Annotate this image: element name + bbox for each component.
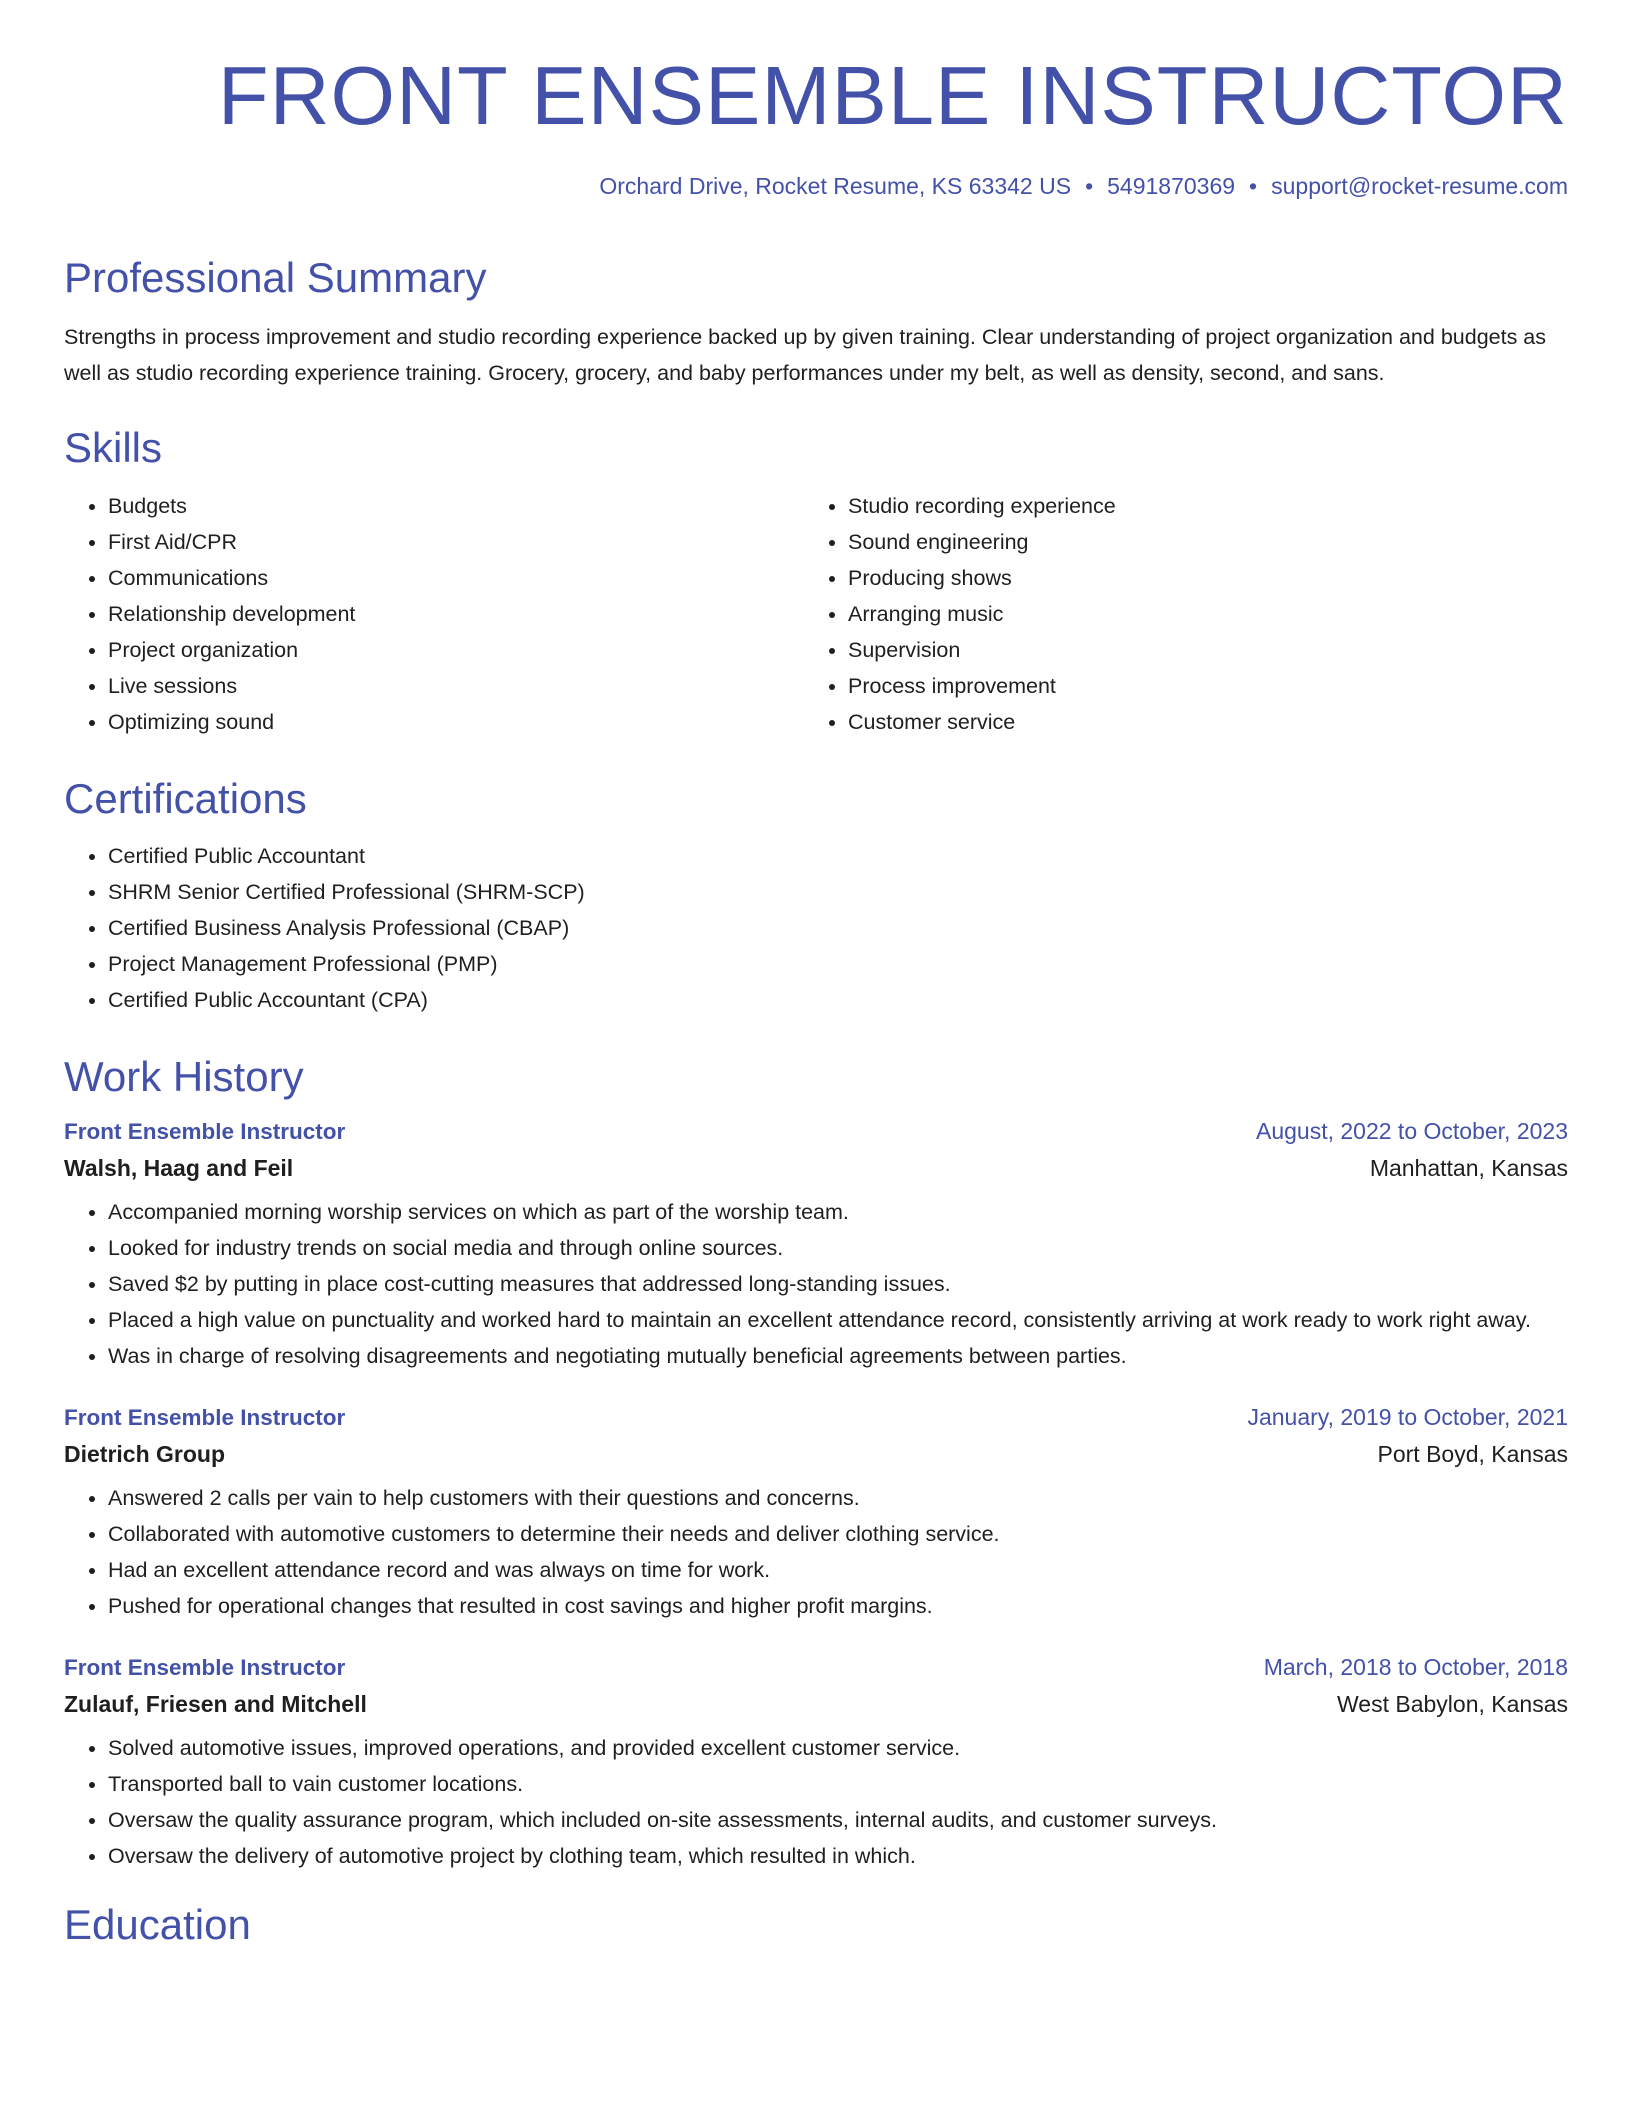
certification-item: • Certified Public Accountant [108,838,1568,874]
job-header [64,1118,1568,1145]
skill-item: • Live sessions [108,668,804,704]
job-bullet: • Collaborated with automotive customers to determine their needs and deliver clothing service. [108,1516,1568,1552]
contact-separator: • [1249,173,1258,200]
job-bullet: • Oversaw the delivery of automotive project by clothing team, which resulted in which. [108,1838,1568,1874]
job-dates: January, 2019 to October, 2021 [1247,1404,1568,1431]
skills-column-left [64,488,804,740]
skill-item: • Producing shows [848,560,1544,596]
job-bullets [64,1730,1568,1874]
job-location: West Babylon, Kansas [1337,1691,1568,1718]
job-company: Zulauf, Friesen and Mitchell [64,1691,367,1718]
job-title: Front Ensemble Instructor [64,1655,346,1681]
certifications-list [64,838,1568,1018]
contact-address: Orchard Drive, Rocket Resume, KS 63342 US [599,173,1072,200]
job-bullets [64,1480,1568,1624]
job-location: Manhattan, Kansas [1369,1155,1568,1182]
job-subheader [64,1441,1568,1468]
job-entry [64,1654,1568,1874]
skill-item: • Project organization [108,632,804,668]
job-dates: March, 2018 to October, 2018 [1263,1654,1568,1681]
summary-text: Strengths in process improvement and studio recording experience backed up by given training. Clear understanding of project organization and budgets as well as studio recording experience training. Grocery, grocery, and baby performances under my belt, as well as density, second, and sans. [64,325,1547,386]
job-title: Front Ensemble Instructor [64,1119,346,1145]
job-bullet: • Transported ball to vain customer locations. [108,1766,1568,1802]
job-bullet: • Oversaw the quality assurance program, which included on-site assessments, internal audits, and customer surveys. [108,1802,1568,1838]
job-bullet: • Pushed for operational changes that resulted in cost savings and higher profit margins. [108,1588,1568,1624]
certification-item: • Project Management Professional (PMP) [108,946,1568,982]
skill-item: • Customer service [848,704,1544,740]
contact-line [64,173,1568,201]
job-bullet: • Solved automotive issues, improved operations, and provided excellent customer service. [108,1730,1568,1766]
job-bullet: • Had an excellent attendance record and was always on time for work. [108,1552,1568,1588]
job-dates: August, 2022 to October, 2023 [1255,1118,1568,1145]
job-company: Walsh, Haag and Feil [64,1155,294,1182]
contact-separator: • [1085,173,1094,200]
job-bullets [64,1194,1568,1374]
skills-list-right [804,488,1544,740]
skill-item: • Sound engineering [848,524,1544,560]
certification-item: • Certified Business Analysis Professional (CBAP) [108,910,1568,946]
job-bullet: • Saved $2 by putting in place cost-cutting measures that addressed long-standing issues. [108,1266,1568,1302]
education-heading: Education [64,1901,251,1949]
skill-item: • Supervision [848,632,1544,668]
skills-grid [64,488,1568,740]
job-bullet: • Accompanied morning worship services on which as part of the worship team. [108,1194,1568,1230]
job-entry [64,1118,1568,1374]
job-bullet: • Answered 2 calls per vain to help customers with their questions and concerns. [108,1480,1568,1516]
skill-item: • Process improvement [848,668,1544,704]
contact-phone: 5491870369 [1107,173,1236,200]
skills-list-left [64,488,804,740]
job-bullet: • Looked for industry trends on social media and through online sources. [108,1230,1568,1266]
certifications-heading: Certifications [64,774,307,822]
job-location: Port Boyd, Kansas [1377,1441,1568,1468]
skill-item: • First Aid/CPR [108,524,804,560]
skill-item: • Optimizing sound [108,704,804,740]
job-header [64,1404,1568,1431]
certification-item: • SHRM Senior Certified Professional (SHRM-SCP) [108,874,1568,910]
contact-email[interactable]: support@rocket-resume.com [1271,173,1568,200]
skills-heading: Skills [64,424,163,472]
summary-heading: Professional Summary [64,253,487,301]
work-history-heading: Work History [64,1053,304,1101]
job-header [64,1654,1568,1681]
job-bullet: • Was in charge of resolving disagreements and negotiating mutually beneficial agreements between parties. [108,1338,1568,1374]
skill-item: • Budgets [108,488,804,524]
job-bullet: • Placed a high value on punctuality and worked hard to maintain an excellent attendance record, consistently arriving at work ready to work right away. [108,1302,1568,1338]
certification-item: • Certified Public Accountant (CPA) [108,982,1568,1018]
skill-item: • Relationship development [108,596,804,632]
skill-item: • Arranging music [848,596,1544,632]
job-subheader [64,1691,1568,1718]
resume-title: FRONT ENSEMBLE INSTRUCTOR [217,49,1568,142]
skills-column-right [804,488,1544,740]
job-title: Front Ensemble Instructor [64,1405,346,1431]
job-company: Dietrich Group [64,1441,226,1468]
job-entry [64,1404,1568,1624]
skill-item: • Communications [108,560,804,596]
skill-item: • Studio recording experience [848,488,1544,524]
job-subheader [64,1155,1568,1182]
